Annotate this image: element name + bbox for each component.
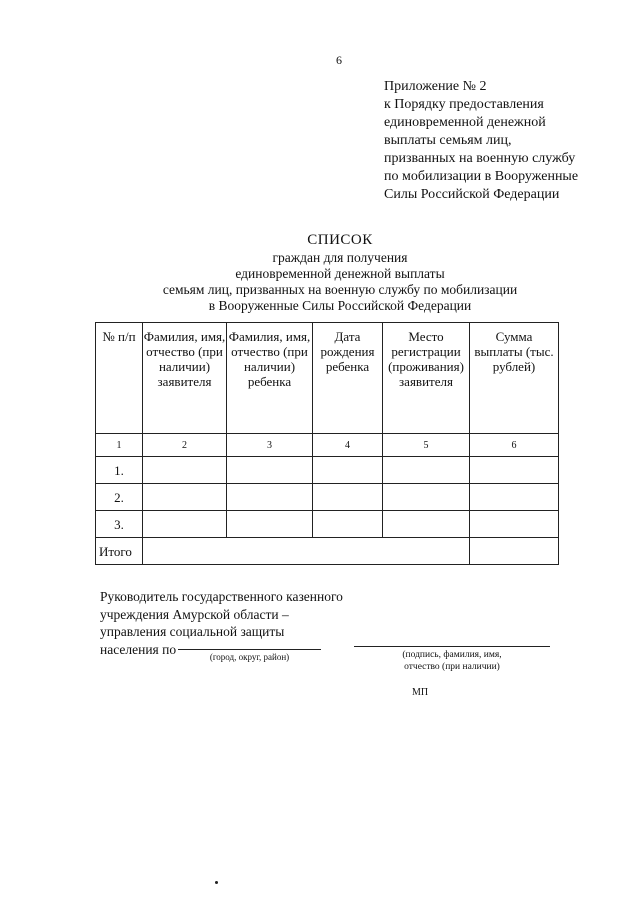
appendix-line: по мобилизации в Вооруженные	[384, 169, 579, 184]
header-child-name: Фамилия, имя, отчество (при наличии) ребенка	[227, 323, 313, 434]
district-caption: (город, округ, район)	[209, 652, 290, 662]
title-line: граждан для получения	[272, 250, 408, 265]
signature-caption-line: (подпись, фамилия, имя,	[402, 650, 502, 660]
title-line: семьям лиц, призванных на военную службу по мобилизации	[162, 282, 518, 297]
column-number: 6	[470, 434, 559, 457]
signature-line: Руководитель государственного казенного	[100, 589, 343, 604]
appendix-line: выплаты семьям лиц,	[384, 133, 512, 148]
column-number: 1	[96, 434, 143, 457]
signature-caption-line: отчество (при наличии)	[404, 662, 500, 672]
header-child-birthdate: Дата рождения ребенка	[313, 323, 383, 434]
citizens-table	[95, 322, 559, 565]
header-number: № п/п	[96, 323, 143, 434]
district-underline	[178, 649, 321, 650]
table-cell	[383, 484, 470, 511]
document-title	[100, 230, 580, 314]
table-cell	[143, 457, 227, 484]
column-number: 5	[383, 434, 470, 457]
header-applicant-name: Фамилия, имя, отчество (при наличии) заявителя	[143, 323, 227, 434]
appendix-line: к Порядку предоставления	[384, 97, 544, 112]
table-row	[96, 511, 559, 538]
column-number: 2	[143, 434, 227, 457]
appendix-line: Силы Российской Федерации	[384, 187, 560, 202]
table-cell	[227, 484, 313, 511]
table-cell	[227, 511, 313, 538]
header-payment-amount: Сумма выплаты (тыс. рублей)	[470, 323, 559, 434]
total-amount-cell	[470, 538, 559, 565]
appendix-line: Приложение № 2	[384, 79, 487, 94]
page-number: 6	[336, 53, 342, 67]
table-cell	[313, 457, 383, 484]
signature-block	[100, 588, 343, 658]
table-cell	[383, 457, 470, 484]
table-cell	[227, 457, 313, 484]
title-line: единовременной денежной выплаты	[235, 266, 445, 281]
table-cell	[143, 484, 227, 511]
table-cell	[470, 457, 559, 484]
stray-mark	[215, 881, 218, 884]
appendix-header	[384, 78, 624, 204]
table-cell	[143, 511, 227, 538]
table-row	[96, 457, 559, 484]
appendix-line: призванных на военную службу	[384, 151, 576, 166]
table-cell	[470, 511, 559, 538]
signature-underline	[354, 646, 550, 647]
total-label: Итого	[96, 538, 143, 565]
total-row	[96, 538, 559, 565]
table-row	[96, 484, 559, 511]
table-cell	[383, 511, 470, 538]
signature-caption	[354, 649, 550, 673]
signature-line: учреждения Амурской области –	[100, 606, 289, 622]
stamp-place: МП	[412, 687, 429, 698]
appendix-line: единовременной денежной	[384, 115, 546, 130]
table-cell	[313, 511, 383, 538]
signature-line: управления социальной защиты	[100, 624, 285, 639]
table-cell	[470, 484, 559, 511]
table-cell	[313, 484, 383, 511]
row-number: 3.	[96, 511, 143, 538]
header-registration: Место регистрации (проживания) заявителя	[383, 323, 470, 434]
row-number: 1.	[96, 457, 143, 484]
total-merged-cell	[143, 538, 470, 565]
column-number: 3	[227, 434, 313, 457]
row-number: 2.	[96, 484, 143, 511]
signature-line: населения по	[100, 641, 177, 657]
title-main: СПИСОК	[307, 232, 373, 248]
column-number: 4	[313, 434, 383, 457]
title-line: в Вооруженные Силы Российской Федерации	[208, 298, 472, 313]
